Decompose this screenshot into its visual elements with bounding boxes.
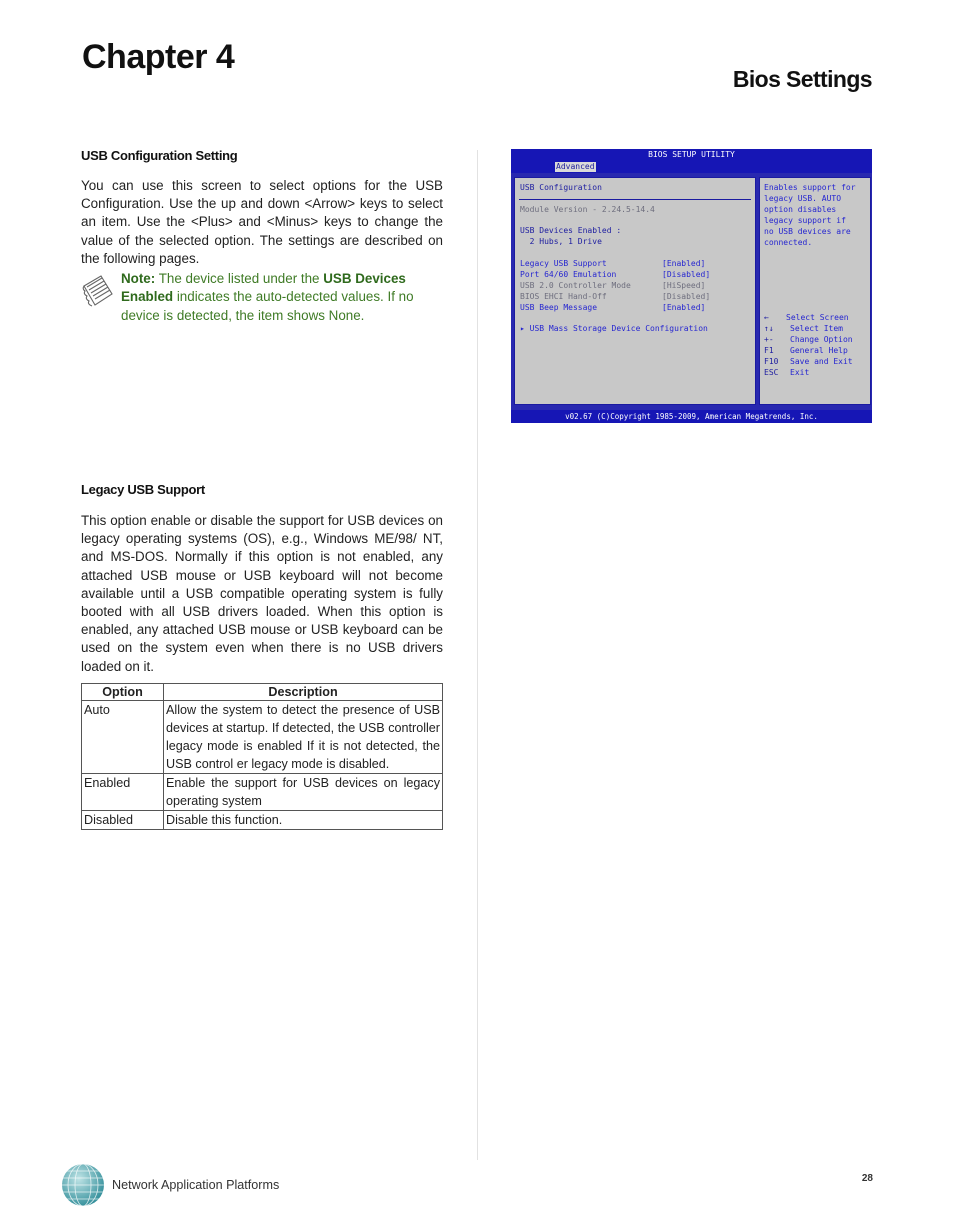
bios-help-line: Enables support for [764,183,856,192]
bios-module-version: Module Version - 2.24.5-14.4 [520,205,655,214]
options-table [81,683,443,830]
table-header-option: Option [82,684,164,701]
bios-value-legacy-usb-support[interactable]: [Enabled] [662,259,706,268]
bios-help-line: option disables [764,205,837,214]
table-row [82,701,443,774]
bios-key: F10 [764,357,779,366]
chapter-heading: Chapter 4 [82,38,235,76]
bios-key-action: Exit [790,368,810,377]
bios-key: +- [764,335,774,344]
section-title: Bios Settings [732,66,872,92]
bios-tab-bar [511,161,872,173]
bios-key: ↑↓ [764,324,774,333]
bios-key-action: Select Screen [786,313,849,322]
bios-value-usb2-controller-mode: [HiSpeed] [662,281,706,290]
description-cell: Disable this function. [164,811,443,830]
footer-brand-text: Network Application Platforms [112,1178,280,1192]
bios-key-action: Change Option [790,335,853,344]
bios-help-panel [759,177,871,405]
bios-value-ehci-hand-off: [Disabled] [662,292,711,301]
bios-key-action: Select Item [790,324,843,333]
bios-help-line: connected. [764,238,813,247]
note-bold-term: USB Devices Enabled [121,271,406,305]
table-row [82,811,443,830]
option-cell: Disabled [82,811,164,830]
bios-screenshot [511,149,872,423]
bios-key: ← [764,313,769,322]
note-text-part1: The device listed under the [158,271,320,286]
globe-logo-icon [60,1162,106,1208]
bios-title: BIOS SETUP UTILITY [648,150,735,159]
option-cell: Enabled [82,774,164,811]
note-text-part2: indicates the auto-detected values. If no device is detected, the item shows None. [121,289,414,323]
legacy-usb-heading: Legacy USB Support [81,482,205,497]
bios-help-line: legacy support if [764,216,846,225]
bios-settings-panel [514,177,756,405]
bios-item-legacy-usb-support[interactable]: Legacy USB Support [520,259,607,268]
legacy-usb-paragraph: This option enable or disable the support for USB devices on legacy operating systems (OS), e.g., Windows ME/98/ NT, and MS-DOS. Normally if this option is not enabled, any attached USB mouse or USB keyboard will not become available until a USB compatible operating system is fully booted with all USB drivers loaded. When this option is enabled, any attached USB mouse or USB keyboard can be used on the system even when there is no USB drivers loaded on it. [81,513,443,674]
bios-devices-value: 2 Hubs, 1 Drive [520,237,602,246]
table-header-row [82,684,443,701]
bios-divider [519,199,751,200]
note-label: Note: [121,271,156,286]
notepad-icon [81,272,115,312]
bios-panel-title: USB Configuration [520,183,602,192]
bios-help-line: legacy USB. AUTO [764,194,842,203]
bios-item-usb-beep-message[interactable]: USB Beep Message [520,303,598,312]
bios-submenu-mass-storage[interactable]: ▸ USB Mass Storage Device Configuration [520,324,708,333]
usb-config-heading: USB Configuration Setting [81,148,238,163]
bios-tab-advanced[interactable]: Advanced [556,162,595,171]
bios-item-usb2-controller-mode: USB 2.0 Controller Mode [520,281,631,290]
page-number: 28 [861,1173,873,1184]
column-divider [477,150,478,1160]
table-header-description: Description [164,684,443,701]
bios-value-port-emulation[interactable]: [Disabled] [662,270,711,279]
note-text [121,270,446,325]
option-cell: Auto [82,701,164,774]
bios-key-action: General Help [790,346,848,355]
bios-key: ESC [764,368,779,377]
bios-copyright-bar: v02.67 (C)Copyright 1985-2009, American Megatrends, Inc. [511,410,872,423]
description-cell: Enable the support for USB devices on legacy operating system [164,774,443,811]
bios-key-action: Save and Exit [790,357,853,366]
bios-value-usb-beep-message[interactable]: [Enabled] [662,303,706,312]
usb-config-paragraph: You can use this screen to select options for the USB Configuration. Use the up and down <Arrow> keys to select an item. Use the <Plus> and <Minus> keys to change the value of the selected option. The settings are described on the following pages. [81,178,443,266]
bios-item-port-emulation[interactable]: Port 64/60 Emulation [520,270,617,279]
table-row [82,774,443,811]
bios-item-ehci-hand-off: BIOS EHCI Hand-Off [520,292,607,301]
description-cell: Allow the system to detect the presence of USB devices at startup. If detected, the USB controller legacy mode is enabled If it is not detected, the USB control er legacy mode is disabled. [164,701,443,774]
bios-devices-label: USB Devices Enabled : [520,226,622,235]
bios-key: F1 [764,346,774,355]
bios-help-line: no USB devices are [764,227,851,236]
